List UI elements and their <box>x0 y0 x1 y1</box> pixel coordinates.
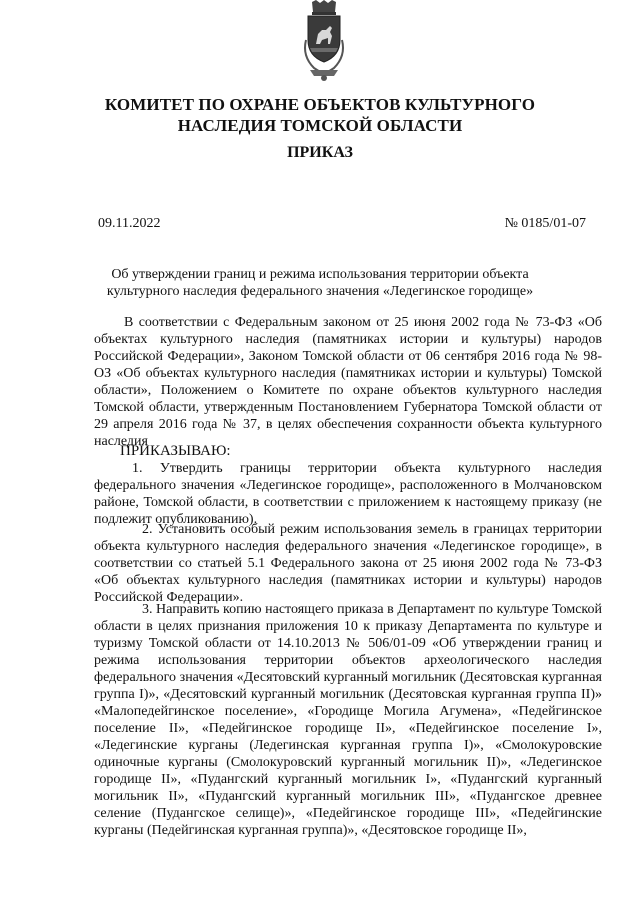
document-type: ПРИКАЗ <box>287 144 353 161</box>
coat-of-arms-icon <box>300 0 348 82</box>
preamble-paragraph: В соответствии с Федеральным законом от 25 июня 2002 года № 73-ФЗ «Об объектах культурного наследия (памятниках истории и культуры) народов Российской Федерации», Законом Томской области от 06 сентября 2016 года № 98-ОЗ «Об объектах культурного наследия (памятниках истории и культуры) Томской области», Положением о Комитете по охране объектов культурного наследия Томской области, утвержденным Постановлением Губернатора Томской области от 29 апреля 2016 года № 37, в целях обеспечения сохранности объекта культурного наследия <box>94 315 602 449</box>
order-item-3: 3. Направить копию настоящего приказа в Департамент по культуре Томской области в целях признания приложения 10 к приказу Департамента по культуре и туризму Томской области от 14.10.2013 № 506/01-09 «Об утверждении границ и режима использования территории объектов археологического наследия федерального значения «Десятовский курганный могильник (Десятовская курганная группа I)», «Десятовский курганный могильник (Десятовская курганная группа II)» «Малопедейгинское поселение», «Городище Могила Агумена», «Педейгинское поселение II», «Педейгинское городище II», «Педейгинское поселение I», «Ледегинские курганы (Ледегинская курганная группа I)», «Смолокуровские одиночные курганы (Смолокуровский курганный могильник II)», «Ледегинское городище II», «Пудангский курганный могильник I», «Пудангский курганный могильник II», «Пудангский курганный могильник III», «Пудангское древнее селение (Пудангское селище)», «Педейгинское городище III», «Педейгинские курганы (Педейгинская курганная группа)», «Десятовское городище II», <box>94 602 602 838</box>
organization-name-line2: НАСЛЕДИЯ ТОМСКОЙ ОБЛАСТИ <box>177 116 463 135</box>
document-number: № 0185/01-07 <box>504 216 586 231</box>
order-item-2: 2. Установить особый режим использования земель в границах территории объекта культурного наследия федерального значения «Ледегинское городище», в соответствии со статьей 5.1 Федерального закона от 25 июня 2002 года № 73-ФЗ «Об объектах культурного наследия (памятниках истории и культуры) народов Российской Федерации». <box>94 522 602 605</box>
subject-line2: культурного наследия федерального значения «Ледегинское городище» <box>106 284 534 299</box>
order-item-1: 1. Утвердить границы территории объекта культурного наследия федерального значения «Ледегинское городище», расположенного в Молчановском районе, Томской области, в соответствии с приложением к настоящему приказу (не подлежит опубликованию). <box>94 461 602 527</box>
subject-line1: Об утверждении границ и режима использования территории объекта <box>111 267 529 282</box>
document-date: 09.11.2022 <box>98 216 161 231</box>
organization-name-line1: КОМИТЕТ ПО ОХРАНЕ ОБЪЕКТОВ КУЛЬТУРНОГО <box>104 95 536 114</box>
decree-word: ПРИКАЗЫВАЮ: <box>120 443 231 459</box>
